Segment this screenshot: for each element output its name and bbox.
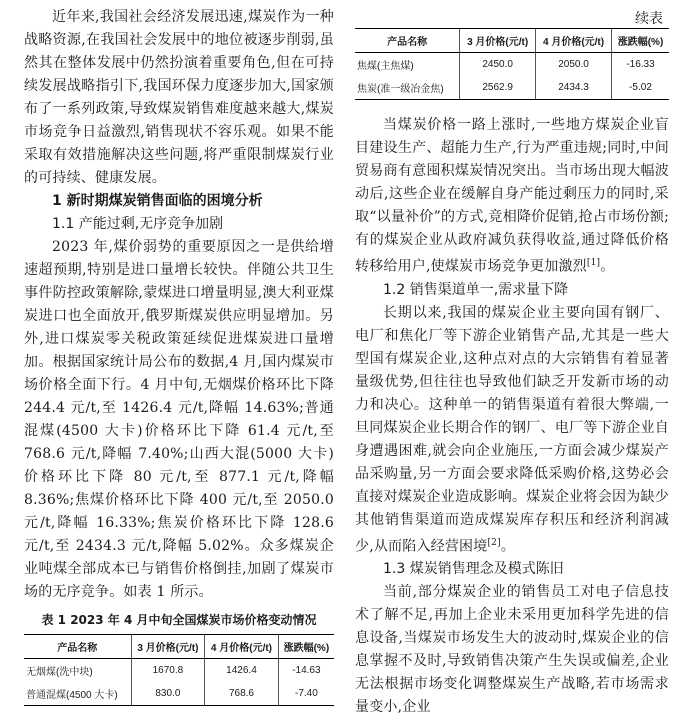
table-cell: 768.6: [205, 682, 279, 706]
section-1-1-paragraph: 2023 年,煤价弱势的重要原因之一是供给增速超预期,特别是进口量增长较快。伴随公共卫生事件防控政策解除,蒙煤进口增量明显,澳大利亚煤炭进口也全面放开,俄罗斯煤炭供应明显增加。另外,进口煤炭零关税政策延续促进煤炭进口量增加。根据国家统计局公布的数据,4 月,国内煤炭市场价格全面下行。4 月中旬,无烟煤价格环比下降 244.4 元/t,至 1426.4 元/t,降幅 14.63%;普通混煤(4500 大卡)价格环比下降 61.4 元/t,至 768.6 元/t,降幅 7.40%;山西大混(5000 大卡)价格环比下降 80 元/t,至 877.1 元/t,降幅 8.36%;焦煤价格环比下降 400 元/t,至 2050.0 元/t,降幅 16.33%;焦炭价格环比下降 128.6 元/t,至 2434.3 元/t,降幅 5.02%。众多煤炭企业吨煤全部成本已与销售价格倒挂,加剧了煤炭市场的无序竞争。如表 1 所示。: [24, 239, 334, 600]
table-cell: 1426.4: [205, 659, 279, 683]
paragraph-text: 长期以来,我国的煤炭企业主要向国有钢厂、电厂和焦化厂等下游企业销售产品,尤其是一些大型国有煤炭企业,这种点对点的大宗销售有着显著量级优势,但往往也导致他们缺乏开发新市场的动力和决心。这种单一的销售渠道有着很大弊端,一旦同煤炭企业长期合作的钢厂、电厂等下游企业自身遭遇困难,就会向企业施压,一方面会减少煤炭产品采购量,另一方面会要求降低采购价格,这势必会直接对煤炭企业造成影响。煤炭企业将会因为缺少其他销售渠道而造成煤炭库存积压和经济利润减少,从而陷入经营困境: [355, 304, 669, 555]
col-header-change: 涨跌幅(%): [612, 29, 670, 53]
continued-label: 续表: [635, 11, 663, 27]
col-header-april-price: 4 月价格(元/t): [205, 635, 279, 659]
section-1-heading: 1 新时期煤炭销售面临的困境分析: [52, 193, 263, 209]
intro-paragraph: 近年来,我国社会经济发展迅速,煤炭作为一种战略资源,在我国社会发展中的地位被逐步削弱,虽然其在整体发展中仍然扮演着重要角色,但在可持续发展战略指引下,我国环保力度逐步加大,国家颁布了一系列政策,导致煤炭销售难度越来越大,煤炭市场竞争日益激烈,销售现状不容乐观。如果不能采取有效措施解决这些问题,将严重限制煤炭行业的可持续、健康发展。: [24, 9, 334, 186]
reference-1: [1]: [586, 258, 601, 268]
table-row: [24, 682, 334, 706]
table-header-row: [24, 635, 334, 659]
table-1-continued: [355, 28, 669, 100]
col-header-april-price: 4 月价格(元/t): [536, 29, 612, 53]
table-cell: 830.0: [131, 682, 205, 706]
table-1-caption: 表 1 2023 年 4 月中旬全国煤炭市场价格变动情况: [41, 613, 317, 627]
table-cell: 焦炭(准一级冶金焦): [355, 76, 460, 100]
section-1-3-paragraph: 当前,部分煤炭企业的销售员工对电子信息技术了解不足,再加上企业未采用更加科学先进的信息设备,当煤炭市场发生大的波动时,煤炭企业的信息掌握不及时,导致销售决策产生失误或偏差,企业无法根据市场变化调整煤炭生产战略,若市场需求量变小,企业: [355, 584, 669, 716]
table-row: [355, 53, 669, 77]
table-cell: -14.63: [278, 659, 334, 683]
col-header-product: 产品名称: [24, 635, 131, 659]
table-cell: -7.40: [278, 682, 334, 706]
table-header-row: [355, 29, 669, 53]
table-cell: 普通混煤(4500 大卡): [24, 682, 131, 706]
section-1-3-heading: 1.3 煤炭销售理念及模式陈旧: [383, 561, 564, 578]
table-row: [355, 76, 669, 100]
col-header-product: 产品名称: [355, 29, 460, 53]
table-cell: 焦煤(主焦煤): [357, 61, 414, 72]
section-1-2-heading: 1.2 销售渠道单一,需求量下降: [383, 281, 569, 298]
paragraph-text: 当煤炭价格一路上涨时,一些地方煤炭企业盲目建设生产、超能力生产,行为严重违规;同时,中间贸易商有意囤积煤炭情况突出。当市场出现大幅波动后,这些企业在缓解自身产能过剩压力的同时,采取“以量补价”的方式,竞相降价促销,抢占市场份额;有的煤炭企业从政府减负获得收益,通过降低价格转移给用户,使煤炭市场竞争更加激烈: [355, 117, 669, 275]
table-cell: -16.33: [612, 53, 670, 77]
reference-2: [2]: [487, 537, 501, 548]
table-cell: 1670.8: [131, 659, 205, 683]
col-header-march-price: 3 月价格(元/t): [131, 635, 205, 659]
col-header-march-price: 3 月价格(元/t): [460, 29, 536, 53]
table-row: [24, 659, 334, 683]
section-1-2-paragraph: 长期以来,我国的煤炭企业主要向国有钢厂、电厂和焦化厂等下游企业销售产品,尤其是一些大型国有煤炭企业,这种点对点的大宗销售有着显著量级优势,但往往也导致他们缺乏开发新市场的动力和决心。这种单一的销售渠道有着很大弊端,一旦同煤炭企业长期合作的钢厂、电厂等下游企业自身遭遇困难,就会向企业施压,一方面会减少煤炭产品采购量,另一方面会要求降低采购价格,这势必会直接对煤炭企业造成影响。煤炭企业将会因为缺少其他销售渠道而造成煤炭库存积压和经济利润减少,从而陷入经营困境[2]。: [355, 304, 669, 555]
left-column: [24, 0, 334, 706]
table-cell: 2050.0: [536, 53, 612, 77]
table-cell: 2562.9: [460, 76, 536, 100]
right-column: [355, 0, 669, 719]
table-cell: -5.02: [612, 76, 670, 100]
table-cell: 无烟煤(洗中块): [26, 667, 93, 678]
col-header-change: 涨跌幅(%): [278, 635, 334, 659]
section-1-1-heading: 1.1 产能过剩,无序竞争加剧: [52, 216, 224, 232]
market-competition-paragraph: 当煤炭价格一路上涨时,一些地方煤炭企业盲目建设生产、超能力生产,行为严重违规;同时,中间贸易商有意囤积煤炭情况突出。当市场出现大幅波动后,这些企业在缓解自身产能过剩压力的同时,采取“以量补价”的方式,竞相降价促销,抢占市场份额;有的煤炭企业从政府减负获得收益,通过降低价格转移给用户,使煤炭市场竞争更加激烈[1]。: [355, 117, 669, 275]
table-cell: 2450.0: [460, 53, 536, 77]
table-cell: 2434.3: [536, 76, 612, 100]
table-1: [24, 634, 334, 706]
